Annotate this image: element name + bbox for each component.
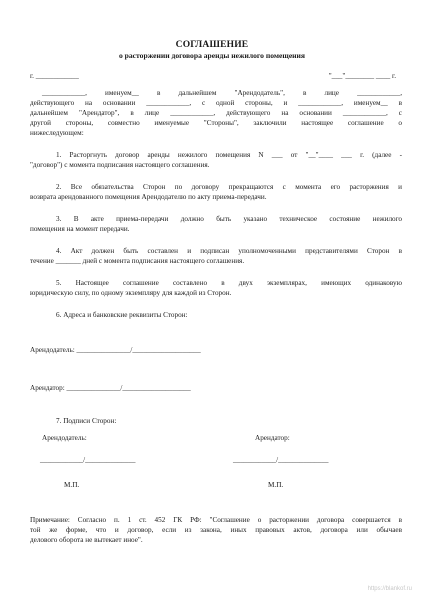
- clause-4-line-1: 4. Акт должен быть составлен и подписан уполномоченными представителями Сторон в: [56, 247, 402, 255]
- note-line-3: делового оборота не вытекает иное".: [30, 536, 143, 544]
- tenant-stamp-label: М.П.: [268, 481, 284, 489]
- note-line-2: той же форме, что и договор, если из закона, иных правовых актов, договора или обычаев: [30, 526, 402, 534]
- tenant-requisites-line: Арендатор: _______________/___________________: [30, 384, 191, 392]
- clause-1-line-1: 1. Расторгнуть договор аренды нежилого помещения N ___ от "__"____ ___ г. (далее -: [56, 151, 402, 159]
- clause-4-line-2: течение _______ дней с момента подписания настоящего соглашения.: [30, 257, 245, 265]
- clause-3-line-2: помещения на момент передачи.: [30, 225, 130, 233]
- intro-line-5: нижеследующем:: [30, 129, 84, 137]
- clause-5-line-1: 5. Настоящее соглашение составлено в двух экземплярах, имеющих одинаковую: [56, 279, 402, 287]
- tenant-signature-line: ____________/______________: [233, 456, 329, 464]
- intro-line-1: ____________, именуем__ в дальнейшем "Арендодатель", в лице ____________,: [42, 89, 402, 97]
- clause-5-line-2: юридическую силу, по одному экземпляру для каждой из Сторон.: [30, 289, 232, 297]
- watermark-text: https://blankof.ru: [367, 586, 412, 592]
- landlord-signature-line: ____________/______________: [40, 456, 136, 464]
- clause-7: 7. Подписи Сторон:: [56, 417, 117, 425]
- tenant-signature-label: Арендатор:: [255, 434, 290, 442]
- document-title: СОГЛАШЕНИЕ: [175, 40, 249, 50]
- intro-line-3: дальнейшем "Арендатор", в лице ____________, действующего на основании ____________, с: [30, 109, 402, 117]
- intro-line-4: другой стороны, совместно именуемые "Стороны", заключили настоящее соглашение о: [30, 119, 402, 127]
- note-line-1: Примечание: Согласно п. 1 ст. 452 ГК РФ: "Соглашение о расторжении договора совершается в: [30, 516, 402, 524]
- city-line: г. ____________: [30, 72, 79, 80]
- clause-2-line-2: возврата арендованного помещения Арендодателю по акту приема-передачи.: [30, 193, 267, 201]
- landlord-stamp-label: М.П.: [64, 481, 80, 489]
- date-line: "___"________ ____ г.: [328, 72, 396, 80]
- intro-line-2: действующего на основании ____________, с одной стороны, и ____________, именуем__ в: [30, 99, 402, 107]
- clause-3-line-1: 3. В акте приема-передачи должно быть указано техническое состояние нежилого: [56, 215, 402, 223]
- landlord-signature-label: Арендодатель:: [42, 434, 87, 442]
- clause-2-line-1: 2. Все обязательства Сторон по договору прекращаются с момента его расторжения и: [56, 183, 402, 191]
- landlord-requisites-line: Арендодатель: _______________/___________________: [30, 346, 201, 354]
- document-subtitle: о расторжении договора аренды нежилого помещения: [118, 51, 306, 60]
- clause-1-line-2: "договор") с момента подписания настоящего соглашения.: [30, 161, 210, 169]
- clause-6: 6. Адреса и банковские реквизиты Сторон:: [56, 311, 188, 319]
